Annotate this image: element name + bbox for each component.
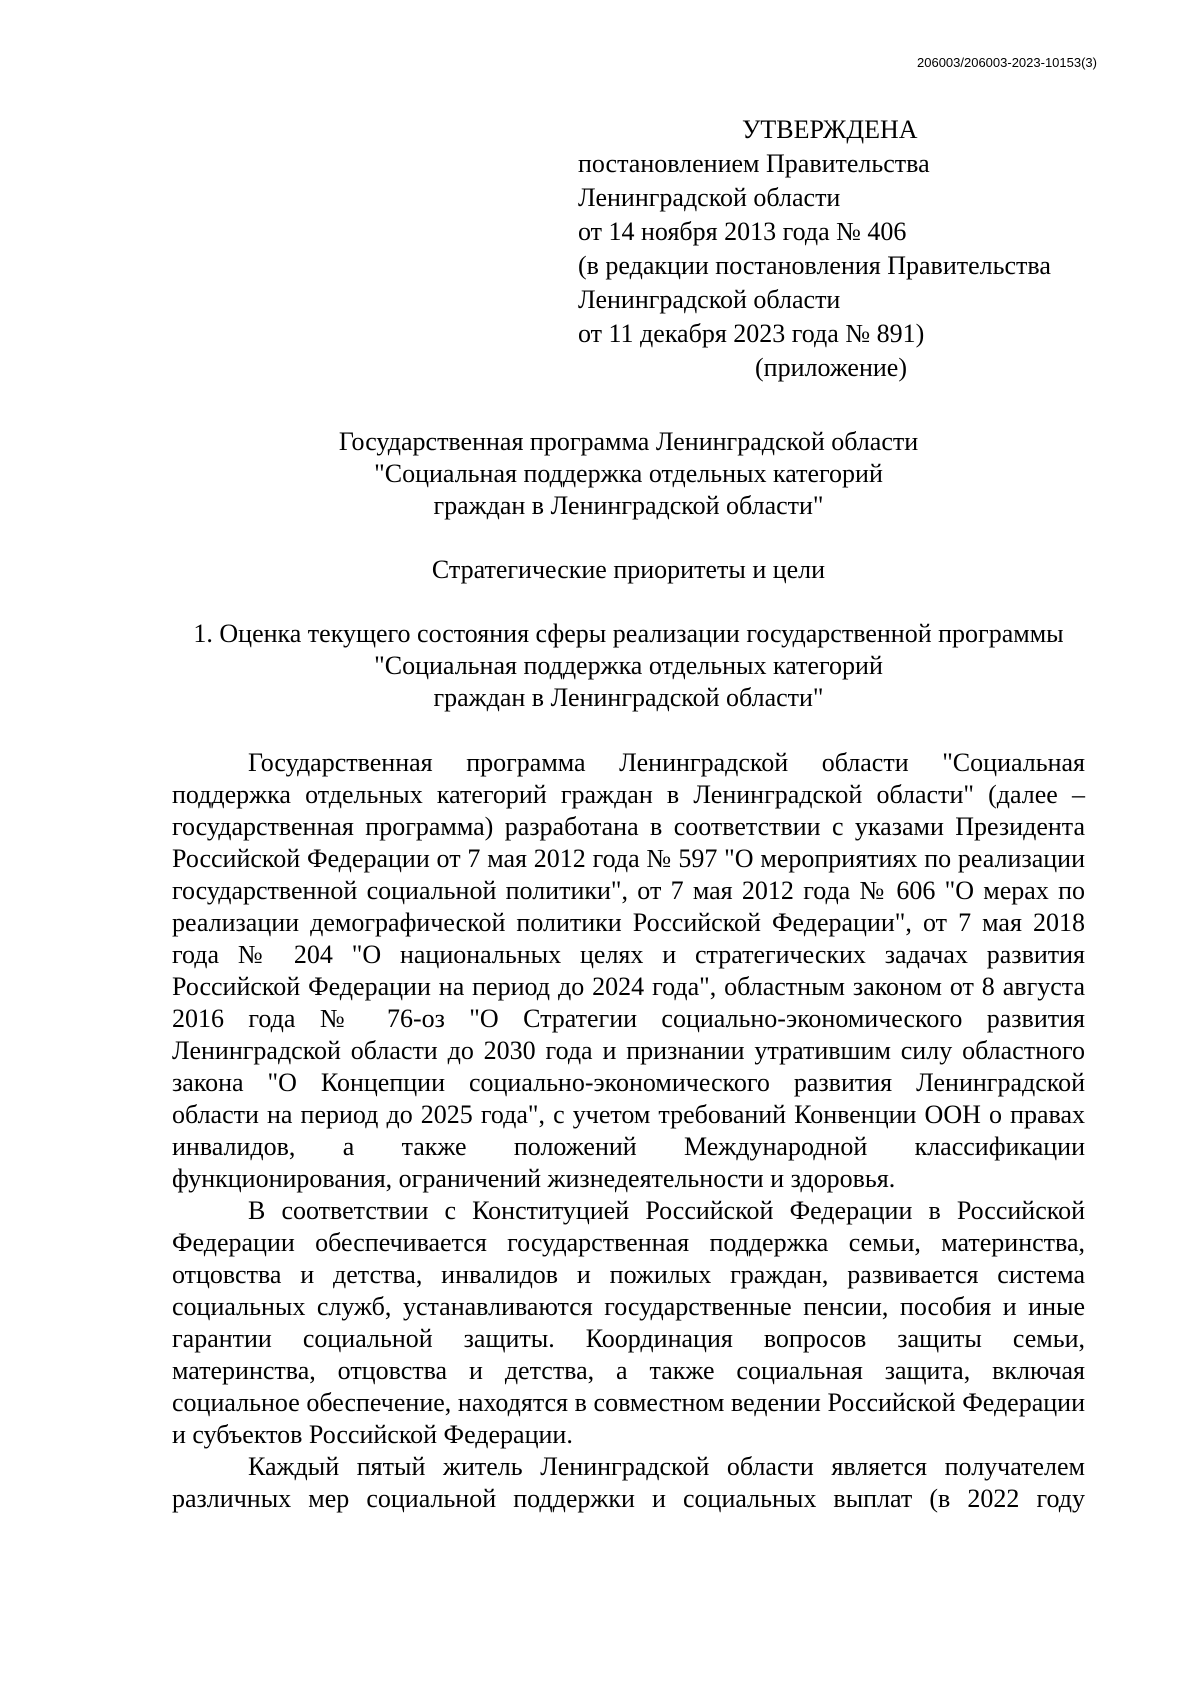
- appendix-note: (приложение): [755, 353, 908, 382]
- approval-title: УТВЕРЖДЕНА: [742, 115, 918, 144]
- section-heading-text: Стратегические приоритеты и цели: [431, 555, 826, 584]
- body-paragraph: В соответствии с Конституцией Российской Федерации в Российской Федерации обеспечивается государственная поддержка семьи, материнства, отцовства и детства, инвалидов и пожилых граждан, развивается система социальных служб, устанавливаются государственные пенсии, пособия и иные гарантии социальной защиты. Координация вопросов защиты семьи, материнства, отцовства и детства, а также социальная защита, включая социальное обеспечение, находятся в совместном ведении Российской Федерации и субъектов Российской Федерации.: [172, 1196, 1085, 1449]
- approval-line: Ленинградской области: [578, 285, 841, 314]
- body-paragraph: Государственная программа Ленинградской области "Социальная поддержка отдельных категорий граждан в Ленинградской области" (далее – государственная программа) разработана в соответствии с указами Президента Российской Федерации от 7 мая 2012 года № 597 "О мероприятиях по реализации государственной социальной политики", от 7 мая 2012 года № 606 "О мерах по реализации демографической политики Российской Федерации", от 7 мая 2018 года № 204 "О национальных целях и стратегических задачах развития Российской Федерации на период до 2024 года", областным законом от 8 августа 2016 года № 76-оз "О Стратегии социально-экономического развития Ленинградской области до 2030 года и признании утратившим силу областного закона "О Концепции социально-экономического развития Ленинградской области на период до 2025 года", с учетом требований Конвенции ООН о правах инвалидов, а также положений Международной классификации функционирования, ограничений жизнедеятельности и здоровья.: [172, 748, 1085, 1193]
- approval-line: от 14 ноября 2013 года № 406: [578, 217, 907, 246]
- approval-line: (в редакции постановления Правительства: [578, 251, 1051, 280]
- approval-line: от 11 декабря 2023 года № 891): [578, 319, 925, 348]
- program-title-line: "Социальная поддержка отдельных категорий: [374, 459, 883, 488]
- program-title: [172, 426, 1085, 522]
- approval-line: Ленинградской области: [578, 183, 841, 212]
- body-text: [172, 747, 1085, 1515]
- subsection-heading-line: "Социальная поддержка отдельных категорий: [374, 651, 883, 680]
- section-heading: [172, 554, 1085, 586]
- document-registration-number: 206003/206003-2023-10153(3): [917, 55, 1097, 70]
- approval-line: постановлением Правительства: [578, 149, 930, 178]
- body-paragraph: Каждый пятый житель Ленинградской области является получателем различных мер социальной поддержки и социальных выплат (в 2022 году: [172, 1452, 1085, 1513]
- approval-stamp-block: [578, 113, 1138, 385]
- program-title-line: Государственная программа Ленинградской области: [338, 427, 919, 456]
- subsection-heading: [172, 618, 1085, 714]
- program-title-line: граждан в Ленинградской области": [433, 491, 824, 520]
- subsection-heading-line: граждан в Ленинградской области": [433, 683, 824, 712]
- subsection-heading-line: 1. Оценка текущего состояния сферы реализации государственной программы: [193, 619, 1064, 648]
- document-body: [172, 426, 1085, 1515]
